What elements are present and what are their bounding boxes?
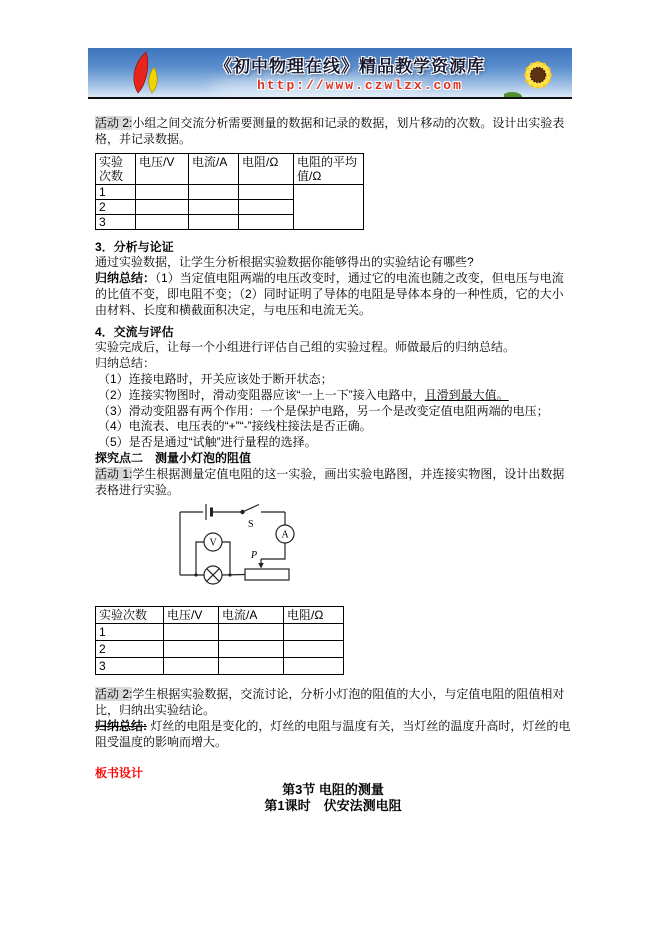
activity1-text: 学生根据测量定值电阻的这一实验，画出实验电路图，并连接实物图，设计出数据表格进行实验。	[95, 466, 565, 497]
activity2-top-paragraph	[95, 116, 571, 148]
header-cell: 电压/V	[164, 607, 219, 624]
board-design-heading: 板书设计	[95, 766, 144, 781]
list-item	[95, 372, 571, 388]
section3-paragraph: 通过实验数据，让学生分析根据实验数据你能够得出的实验结论有哪些?	[95, 255, 474, 270]
slider-label: P	[251, 550, 258, 562]
table-cell	[136, 199, 189, 214]
item-text: （1）连接电路时，开关应该处于断开状态；	[98, 371, 333, 386]
list-item	[95, 435, 571, 451]
table-cell	[164, 658, 219, 675]
activity2-bottom-paragraph	[95, 687, 571, 719]
section4-paragraph: 实验完成后，让每一个小组进行评估自己组的实验过程。师做最后的归纳总结。	[95, 340, 516, 355]
item-underlined-text: 且滑到最大值。	[424, 387, 509, 402]
final-summary-text: 灯丝的电阻是变化的，灯丝的电阻与温度有关，当灯丝的温度升高时，灯丝的电阻受温度的影响而增大。	[95, 718, 571, 749]
table-cell	[239, 184, 294, 199]
list-item	[95, 404, 571, 420]
item-text: （2）连接实物图时，滑动变阻器应该“一上一下”接入电路中，	[98, 387, 425, 402]
item-text: （5）是否是通过“试触”进行量程的选择。	[98, 435, 317, 450]
table-cell	[219, 641, 284, 658]
header-cell: 电阻/Ω	[284, 607, 344, 624]
header-cell: 实验次数	[96, 607, 164, 624]
activity2-bottom-text: 学生根据实验数据，交流讨论，分析小灯泡的阻值的大小，与定值电阻的阻值相对比，归纳出实验结论。	[95, 687, 565, 717]
table-cell	[164, 641, 219, 658]
rheostat-icon	[245, 569, 289, 580]
table-cell: 1	[96, 624, 164, 641]
table-cell	[284, 658, 344, 675]
section4-heading: 4．交流与评估	[95, 324, 174, 339]
switch-label: S	[248, 519, 254, 531]
table-cell	[239, 214, 294, 229]
table-row	[96, 184, 364, 199]
resistance-measure-table	[95, 153, 364, 230]
table-cell	[189, 184, 239, 199]
circuit-diagram	[165, 502, 305, 594]
table-cell	[189, 199, 239, 214]
table-header-row	[96, 607, 344, 624]
item-text: （3）滑动变阻器有两个作用：一个是保护电路，另一个是改变定值电阻两端的电压；	[98, 403, 549, 418]
table-cell: 3	[96, 658, 164, 675]
section3-heading: 3．分析与论证	[95, 239, 174, 254]
header-cell: 电阻的平均值/Ω	[294, 153, 364, 184]
item-text: （4）电流表、电压表的“+”“-”接线柱接法是否正确。	[98, 419, 372, 434]
activity2-top-text: 小组之间交流分析需要测量的数据和记录的数据，划片移动的次数。设计出实验表格，并记录数据。	[95, 116, 565, 146]
table-cell	[136, 214, 189, 229]
header-cell: 实验次数	[96, 153, 136, 184]
table-cell: 2	[96, 641, 164, 658]
lesson-title-line1: 第3节 电阻的测量	[282, 782, 384, 798]
final-summary-label: 归纳总结:	[95, 718, 147, 733]
table-header-row	[96, 153, 364, 184]
switch-icon	[241, 505, 259, 514]
ammeter-label: A	[281, 529, 289, 541]
table-cell	[219, 658, 284, 675]
table-cell: 1	[96, 184, 136, 199]
rheostat-slider-icon	[258, 559, 264, 569]
header-cell: 电流/A	[189, 153, 239, 184]
lesson-title-line2: 第1课时 伏安法测电阻	[264, 797, 402, 813]
battery-icon	[206, 504, 212, 520]
table-cell	[189, 214, 239, 229]
list-item	[95, 388, 571, 404]
table-row	[96, 658, 344, 675]
voltmeter-label: V	[209, 537, 217, 549]
site-banner	[88, 48, 572, 99]
header-cell: 电压/V	[136, 153, 189, 184]
section3-summary-text: （1）当定值电阻两端的电压改变时，通过它的电流也随之改变，但电压与电流的比值不变，即电阻不变；（2）同时证明了导体的电阻是导体本身的一种性质，它的大小由材料、长度和横截面积决定，与电压和电流无关。	[95, 271, 564, 317]
activity2-bottom-label: 活动 2:	[95, 687, 133, 702]
activity1-label: 活动 1:	[95, 466, 133, 481]
explore-point2-heading: 探究点二 测量小灯泡的阻值	[95, 450, 252, 465]
section4-summary-label: 归纳总结：	[95, 356, 156, 371]
list-item	[95, 419, 571, 435]
table-cell: 2	[96, 199, 136, 214]
section3-summary	[95, 271, 571, 318]
table-cell	[239, 199, 294, 214]
average-merged-cell	[294, 184, 364, 229]
document-body	[95, 116, 571, 814]
table-cell	[284, 624, 344, 641]
activity1-paragraph	[95, 467, 571, 499]
table-cell	[136, 184, 189, 199]
banner-url-link[interactable]: http://www.czwlzx.com	[257, 78, 463, 93]
table-cell	[284, 641, 344, 658]
table-row	[96, 624, 344, 641]
lamp-measure-table	[95, 606, 344, 675]
table-cell	[164, 624, 219, 641]
banner-title: 《初中物理在线》精品教学资源库	[215, 57, 485, 76]
final-summary-paragraph	[95, 719, 571, 751]
header-cell: 电阻/Ω	[239, 153, 294, 184]
table-cell: 3	[96, 214, 136, 229]
activity2-top-label: 活动 2:	[95, 116, 133, 130]
header-cell: 电流/A	[219, 607, 284, 624]
summary-item-list	[95, 372, 571, 451]
table-row	[96, 641, 344, 658]
table-cell	[219, 624, 284, 641]
lamp-icon	[204, 566, 222, 584]
section3-summary-label: 归纳总结：	[95, 271, 156, 286]
